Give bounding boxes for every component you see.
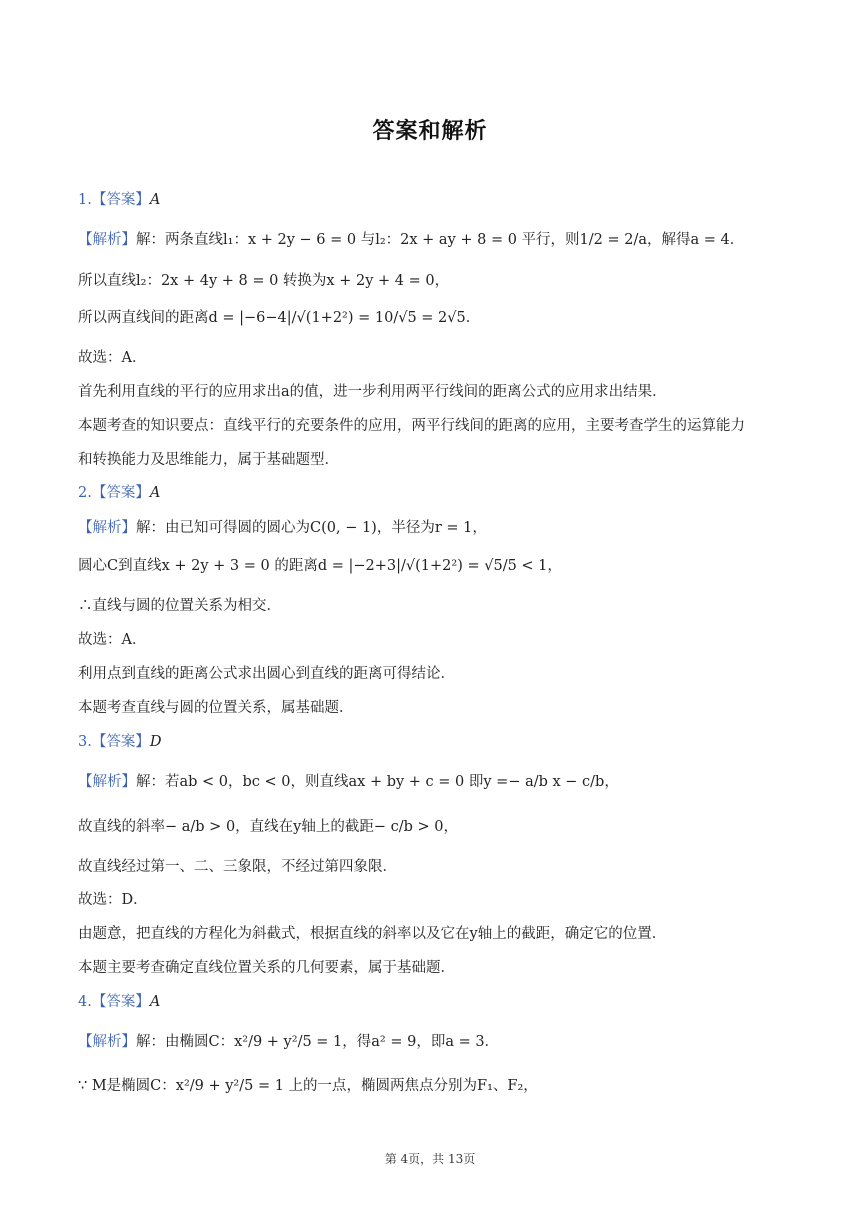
q3-answer-line (78, 732, 161, 752)
page-footer: 第 4页，共 13页 (384, 1152, 476, 1166)
q4-answer-line (78, 992, 160, 1012)
q1-answer-head: 1.【答案】 (78, 192, 150, 208)
q1-text-1: 解：两条直线l₁：x + 2y − 6 = 0 与l₂：2x + ay + 8 = 0 平行，则1/2 = 2/a，解得a = 4． (136, 232, 745, 248)
q1-analysis-line-2: 所以直线l₂：2x + 4y + 8 = 0 转换为x + 2y + 4 = 0， (78, 273, 450, 289)
q2-answer-head: 2.【答案】 (78, 485, 150, 501)
q2-analysis-line-3: ∴直线与圆的位置关系为相交． (78, 598, 281, 614)
q4-text-1: 解：由椭圆C：x²/9 + y²/5 = 1，得a² = 9，即a = 3． (136, 1034, 500, 1050)
q2-analysis-line-6: 本题考查直线与圆的位置关系，属基础题． (78, 700, 354, 716)
q1-analysis-line-7: 和转换能力及思维能力，属于基础题型． (78, 452, 339, 468)
q1-analysis-line-4: 故选：A． (78, 350, 147, 366)
q1-analysis-line-3: 所以两直线间的距离d = |−6−4|/√(1+2²) = 10/√5 = 2√5． (78, 310, 481, 326)
q1-analysis-line-6: 本题考查的知识要点：直线平行的充要条件的应用，两平行线间的距离的应用，主要考查学生的运算能力 (78, 418, 745, 434)
q3-answer-head: 3.【答案】 (78, 734, 150, 750)
q2-analysis-line-5: 利用点到直线的距离公式求出圆心到直线的距离可得结论． (78, 666, 455, 682)
q3-analysis-line-6: 本题主要考查确定直线位置关系的几何要素，属于基础题． (78, 960, 455, 976)
q1-answer: A (149, 192, 161, 208)
q1-analysis-line-5: 首先利用直线的平行的应用求出a的值，进一步利用两平行线间的距离公式的应用求出结果． (78, 384, 667, 400)
q3-analysis-line-4: 故选：D． (78, 892, 148, 908)
q3-text-1: 解：若ab < 0，bc < 0，则直线ax + by + c = 0 即y =− a/b x − c/b， (136, 774, 619, 790)
q3-analysis-tag: 【解析】 (78, 774, 136, 790)
q3-analysis-line-5: 由题意，把直线的方程化为斜截式，根据直线的斜率以及它在y轴上的截距，确定它的位置． (78, 926, 667, 942)
q4-analysis-line-2: ∵ M是椭圆C：x²/9 + y²/5 = 1 上的一点，椭圆两焦点分别为F₁、F₂， (78, 1078, 538, 1094)
q1-answer-line (78, 190, 160, 210)
q2-analysis-line-2: 圆心C到直线x + 2y + 3 = 0 的距离d = |−2+3|/√(1+2²) = √5/5 < 1， (78, 558, 562, 574)
q3-analysis-line-2: 故直线的斜率− a/b > 0，直线在y轴上的截距− c/b > 0， (78, 819, 458, 835)
page-title: 答案和解析 (372, 119, 488, 144)
q4-analysis-tag: 【解析】 (78, 1034, 136, 1050)
q2-answer-line (78, 483, 160, 503)
q2-analysis-line-1 (78, 518, 487, 538)
q2-answer: A (149, 485, 161, 501)
q4-answer-head: 4.【答案】 (78, 994, 150, 1010)
q3-analysis-line-1 (78, 772, 619, 792)
q4-answer: A (149, 994, 161, 1010)
q4-analysis-line-1 (78, 1032, 499, 1052)
q1-analysis-tag: 【解析】 (78, 232, 136, 248)
q2-analysis-tag: 【解析】 (78, 520, 136, 536)
q3-answer: D (149, 734, 162, 750)
q2-analysis-line-4: 故选：A． (78, 632, 147, 648)
q3-analysis-line-3: 故直线经过第一、二、三象限，不经过第四象限． (78, 859, 397, 875)
q2-text-1: 解：由已知可得圆的圆心为C(0, − 1)，半径为r = 1， (136, 520, 487, 536)
q1-analysis-line-1 (78, 230, 744, 250)
